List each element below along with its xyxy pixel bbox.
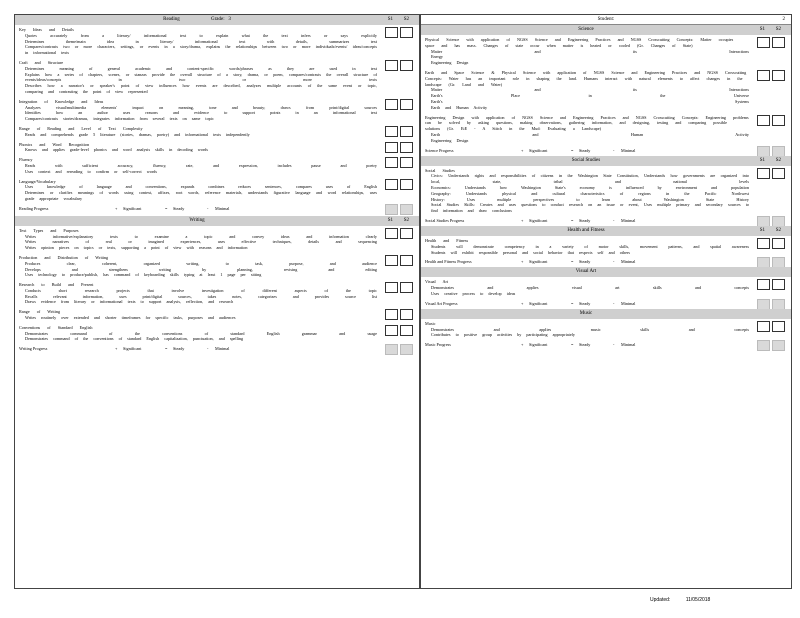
health-body: [421, 236, 791, 267]
s1-grade-box[interactable]: [385, 27, 398, 38]
section-heading: Language/Vocabulary: [19, 178, 56, 184]
progress-label: Health and Fitness Progress: [425, 259, 472, 265]
science-band: [421, 25, 791, 35]
progress-label: Science Progress: [425, 147, 454, 153]
standard-item: Conducts short research projects that involve investigation of different aspects of the topic: [25, 287, 377, 293]
s1-grade-box[interactable]: [385, 228, 398, 239]
s2-grade-box[interactable]: [772, 340, 785, 351]
s2-grade-box[interactable]: [400, 142, 413, 153]
standard-item: Uses knowledge of language and conventions, expands combines reduces sentences, compares uses of English: [25, 184, 377, 190]
standard-section: [15, 253, 419, 280]
writing-band: [15, 216, 419, 226]
standard-item: Earth and Human Activity: [431, 104, 488, 110]
writing-body: [15, 226, 419, 355]
s1-grade-box[interactable]: [385, 255, 398, 266]
grade-boxes: [385, 126, 413, 137]
reading-title: Reading: [163, 17, 180, 22]
s1-header: S1: [387, 217, 393, 223]
standard-item: Social Studies Skills: Creates and uses questions to conduct research on an issue or event, Uses multiple primary and secondary sources to find information and draw conclusions: [431, 202, 749, 214]
standard-item: Contributes to positive group activities by participating appropriately: [431, 332, 575, 338]
section-heading: Phonics and Word Recognition: [19, 141, 90, 147]
standard-item: Determines theme/main idea in literary/ informational text with details, summarizes text: [25, 38, 377, 44]
key-minimal: Minimal: [215, 205, 230, 211]
s2-grade-box[interactable]: [400, 179, 413, 190]
left-column: [14, 14, 420, 589]
standard-section: [15, 226, 419, 253]
standard-item: Draws evidence from literary or informational texts to support analysis, reflection, and research: [25, 299, 234, 305]
section-heading: Craft and Structure: [19, 59, 64, 65]
key-minimal: Minimal: [621, 259, 636, 265]
standard-item: Writes opinion pieces on topics or texts, supporting a point of view with reasons and information: [25, 245, 248, 251]
grade-boxes: [385, 204, 413, 215]
s2-grade-box[interactable]: [772, 37, 785, 48]
section-heading: Conventions of Standard English: [19, 324, 93, 330]
grade-boxes: [385, 344, 413, 355]
section-heading: Physical Science with application of NGSS Science and Engineering Practices and NGSS Crosscutting Concepts: Matter occupies space and has mass. Changes of state occur when matter is heated or cooled (Gr. Changes of State): [425, 37, 734, 48]
section-heading: Key Ideas and Details: [19, 27, 74, 32]
progress-row: [421, 216, 791, 226]
s1-grade-box[interactable]: [757, 168, 770, 179]
standard-item: Earth's Systems: [431, 98, 749, 104]
s2-grade-box[interactable]: [400, 228, 413, 239]
s2-grade-box[interactable]: [400, 309, 413, 320]
standard-item: Civics: Understands rights and responsibilities of citizens in the Washington State Constitution, Understands how governments are organized into local, state, tribal and national levels: [431, 173, 749, 185]
key-steady-symbol: =: [571, 259, 574, 265]
standard-section: [15, 155, 419, 176]
standard-item: Matter and its Interactions: [431, 87, 749, 93]
grade-boxes: [385, 325, 413, 336]
student-label: Student:: [597, 17, 615, 22]
key-steady: Steady: [173, 346, 185, 352]
social-band: [421, 156, 791, 166]
s2-grade-box[interactable]: [400, 27, 413, 38]
key-minus: -: [613, 300, 615, 306]
progress-label: Social Studies Progress: [425, 217, 465, 223]
key-steady-symbol: =: [571, 147, 574, 153]
progress-row: [421, 299, 791, 309]
s2-header: S2: [775, 157, 781, 163]
grade-boxes: [757, 279, 785, 290]
s1-grade-box[interactable]: [385, 179, 398, 190]
s2-grade-box[interactable]: [400, 60, 413, 71]
s1-grade-box[interactable]: [385, 325, 398, 336]
standard-section: [421, 113, 791, 146]
s1-header: S1: [387, 17, 393, 22]
key-significant: Significant: [529, 217, 548, 223]
right-column: [420, 14, 792, 589]
standard-item: Develops and strengthens writing by planning, revising and editing: [25, 266, 377, 272]
s2-grade-box[interactable]: [400, 99, 413, 110]
section-heading: Range of Reading and Level of Text Complexity: [19, 125, 143, 131]
standard-item: Produces clear, coherent, organized writing, to task, purpose, and audience: [25, 260, 377, 266]
reading-band: [15, 15, 419, 25]
standard-item: Uses creative process to develop ideas: [431, 290, 516, 296]
standard-section: [15, 58, 419, 97]
standard-section: [421, 35, 791, 68]
s2-grade-box[interactable]: [772, 70, 785, 81]
health-band: [421, 226, 791, 236]
key-significant: Significant: [123, 205, 142, 211]
progress-row: [15, 204, 419, 214]
key-minus: -: [613, 147, 615, 153]
standard-item: Economics: Understands how Washington State's economy is influenced by environment and population: [431, 184, 749, 190]
progress-label: Music Progress: [425, 342, 451, 348]
key-minus: -: [613, 259, 615, 265]
standard-section: [15, 323, 419, 344]
s1-grade-box[interactable]: [385, 282, 398, 293]
standard-item: Earth's Place in the Universe: [431, 93, 749, 99]
s2-grade-box[interactable]: [772, 115, 785, 126]
s1-header: S1: [759, 27, 765, 32]
standard-item: Uses context and rereading to confirm or self-correct words: [25, 168, 157, 174]
section-heading: Earth and Space Science & Physical Science with application of NGSS Science and Engineering Practices and NGSS Crosscutting Concepts: Water has an important role in shaping the land. Humans interact with natural elements to affect changes in the landscape (Gr. Land and Water): [425, 69, 747, 87]
section-heading: Music: [425, 320, 436, 326]
s2-grade-box[interactable]: [400, 126, 413, 137]
student-number: 2: [782, 17, 785, 22]
standard-item: Uses technology to produce/publish, has command of keyboarding skills typing at least 1 page per sitting: [25, 272, 262, 278]
s2-header: S2: [775, 27, 781, 32]
music-body: [421, 319, 791, 350]
key-minimal: Minimal: [621, 217, 636, 223]
writing-title: Writing: [189, 217, 205, 223]
grade-boxes: [385, 27, 413, 38]
standard-item: Energy: [431, 54, 444, 60]
s2-grade-box[interactable]: [772, 321, 785, 332]
s2-grade-box[interactable]: [400, 325, 413, 336]
s2-grade-box[interactable]: [400, 255, 413, 266]
s1-grade-box[interactable]: [757, 70, 770, 81]
s1-header: S1: [759, 157, 765, 163]
key-steady-symbol: =: [571, 217, 574, 223]
key-significant: Significant: [529, 342, 548, 348]
updated-label: Updated:: [650, 597, 671, 603]
s1-grade-box[interactable]: [385, 204, 398, 215]
s1-header: S1: [759, 227, 765, 233]
key-plus: +: [115, 346, 118, 352]
grade-boxes: [385, 228, 413, 239]
grade-boxes: [757, 321, 785, 332]
key-steady: Steady: [173, 205, 185, 211]
s2-grade-box[interactable]: [400, 204, 413, 215]
standard-item: Determines or clarifies meanings of words using context, affixes, root words, reference materials, understands figurative language and word relationships, uses grade appropriate vocabulary: [25, 190, 377, 201]
standard-section: [15, 177, 419, 204]
standard-item: Quotes accurately from a literary/ informational text to explain what the text infers or says explicitly: [25, 32, 377, 38]
visual-body: [421, 277, 791, 308]
key-steady: Steady: [579, 259, 591, 265]
s1-grade-box[interactable]: [757, 238, 770, 249]
progress-label: Reading Progress: [19, 205, 49, 211]
s1-grade-box[interactable]: [385, 126, 398, 137]
section-heading: Integration of Knowledge and Ideas: [19, 98, 104, 104]
key-steady-symbol: =: [165, 346, 168, 352]
key-minus: -: [207, 346, 209, 352]
standard-item: Determines meaning of general academic and content-specific words/phrases as they are used in text: [25, 65, 377, 71]
updated-stamp: [650, 597, 710, 603]
grade-boxes: [385, 60, 413, 71]
standard-section: [15, 280, 419, 307]
key-plus: +: [521, 342, 524, 348]
standard-section: [15, 124, 419, 140]
standard-item: Demonstrates and applies visual art skills and concepts: [431, 285, 749, 291]
s1-grade-box[interactable]: [385, 60, 398, 71]
progress-label: Visual Art Progress: [425, 300, 458, 306]
section-heading: Visual Art: [425, 279, 449, 285]
grade-boxes: [385, 255, 413, 266]
s1-grade-box[interactable]: [757, 279, 770, 290]
key-steady: Steady: [579, 147, 591, 153]
grade-boxes: [385, 142, 413, 153]
social-title: Social Studies: [571, 157, 601, 163]
key-steady-symbol: =: [571, 300, 574, 306]
social-body: [421, 166, 791, 226]
reading-body: [15, 25, 419, 214]
s2-header: S2: [775, 227, 781, 233]
section-heading: Production and Distribution of Writing: [19, 254, 109, 260]
grade-boxes: [757, 115, 785, 126]
standard-item: Writes informative/explanatory texts to examine a topic and convey ideas and information clearly: [25, 233, 377, 239]
standard-item: History: Uses multiple perspectives to learn about Washington State History: [431, 196, 749, 202]
key-plus: +: [521, 147, 524, 153]
science-title: Science: [578, 27, 594, 32]
progress-row: [15, 344, 419, 354]
standard-item: Demonstrates command of the conventions of standard English capitalization, punctuation, and spelling: [25, 336, 244, 342]
s2-grade-box[interactable]: [400, 282, 413, 293]
s2-grade-box[interactable]: [772, 238, 785, 249]
standard-item: Describes how a narrator's or speaker's point of view influences how events are described, analyzes multiple accounts of the same event or topic, comparing and contrasting the point of view represented: [25, 83, 377, 94]
updated-date: 11/05/2018: [685, 597, 711, 603]
standard-section: [421, 166, 791, 216]
s2-grade-box[interactable]: [772, 168, 785, 179]
standard-section: [421, 277, 791, 298]
progress-row: [421, 257, 791, 267]
s1-grade-box[interactable]: [385, 142, 398, 153]
standard-section: [15, 140, 419, 156]
s2-grade-box[interactable]: [772, 279, 785, 290]
standard-item: Reads with sufficient accuracy, fluency, rate, and expression, includes pause and poetry: [25, 162, 377, 168]
health-title: Health and Fitness: [567, 227, 605, 233]
standard-item: Recalls relevant information, uses print/digital sources, takes notes, categorizes and provides source list: [25, 293, 377, 299]
key-plus: +: [521, 259, 524, 265]
key-plus: +: [521, 217, 524, 223]
standard-item: Identifies how an author uses reasons and evidence to support points in an informational text: [25, 110, 377, 116]
standard-item: Writes routinely over extended and shorter timeframes for specific tasks, purposes and audiences: [25, 315, 236, 321]
music-title: Music: [579, 310, 593, 316]
student-row: [421, 15, 791, 25]
key-significant: Significant: [529, 259, 548, 265]
key-significant: Significant: [123, 346, 142, 352]
standard-item: Demonstrates and applies music skills and concepts: [431, 326, 749, 332]
standard-item: Engineering Design: [431, 60, 469, 66]
standard-item: Earth and Human Activity: [431, 131, 749, 137]
s2-grade-box[interactable]: [400, 344, 413, 355]
key-steady-symbol: =: [571, 342, 574, 348]
section-heading: Text Types and Purposes: [19, 227, 79, 233]
section-heading: Engineering Design with application of NGSS Science and Engineering Practices and NGSS Crosscutting Concepts: Engineering problems can be solved by asking questions, making observations, gathering information, and designing, testing and comparing possible solutions (Gr. EiE - A Stitch in the Mud: Evaluating a Landscape): [425, 114, 749, 132]
grade-boxes: [757, 238, 785, 249]
standard-item: Knows and applies grade-level phonics and word analysis skills in decoding words: [25, 147, 208, 153]
grade-label: Grade:: [211, 17, 225, 22]
visual-title: Visual Art: [575, 269, 597, 275]
visual-band: [421, 267, 791, 277]
standard-item: Compares/contrasts stories/dramas, integrates information from several texts on same topic: [25, 116, 214, 122]
standard-section: [421, 319, 791, 340]
s2-header: S2: [403, 217, 409, 223]
key-minus: -: [613, 342, 615, 348]
standard-item: Explains how a series of chapters, scenes, or stanzas provide the overall structure of a story, drama, or poem, compares/contrasts the overall structure of events/ideas/concepts in two or more texts: [25, 71, 377, 83]
s2-grade-box[interactable]: [400, 157, 413, 168]
grade-boxes: [385, 282, 413, 293]
standard-section: [421, 68, 791, 113]
grade-boxes: [385, 157, 413, 168]
standard-item: Demonstrates command of the conventions of standard English grammar and usage: [25, 330, 377, 336]
grade-boxes: [757, 37, 785, 48]
standard-section: [421, 236, 791, 257]
music-band: [421, 309, 791, 319]
standard-section: [15, 97, 419, 124]
standard-item: Reads and comprehends grade 5 literature (stories, dramas, poetry) and informational texts independently: [25, 131, 250, 137]
standard-item: Matter and its Interactions: [431, 48, 749, 54]
s1-grade-box[interactable]: [757, 37, 770, 48]
section-heading: Fluency: [19, 157, 33, 163]
progress-row: [421, 340, 791, 350]
section-heading: Social Studies: [425, 167, 455, 173]
science-body: [421, 35, 791, 156]
standard-section: [15, 25, 419, 58]
standard-item: Students will demonstrate competency in a variety of motor skills, movement patterns, and spatial awareness: [431, 243, 749, 249]
key-minus: -: [207, 205, 209, 211]
key-steady-symbol: =: [165, 205, 168, 211]
standard-item: Geography: Understands physical and cultural characteristics of regions in the Pacific Northwest: [431, 190, 749, 196]
grade-boxes: [757, 168, 785, 179]
key-steady: Steady: [579, 300, 591, 306]
section-heading: Health and Fitness: [425, 237, 469, 243]
grade-boxes: [757, 70, 785, 81]
grade-value: 3: [228, 17, 231, 22]
s1-grade-box[interactable]: [757, 115, 770, 126]
standard-item: Analyzes visual/multimedia elements' impact on meaning, tone and beauty; draws from print/digital sources: [25, 104, 377, 110]
key-significant: Significant: [529, 300, 548, 306]
s1-grade-box[interactable]: [385, 157, 398, 168]
standard-item: Writes narratives of real or imagined experiences, uses effective techniques, details and sequencing: [25, 239, 377, 245]
standard-item: Compares/contrasts two or more characters, settings, or events in a story/drama, explains the relationships between two or more individuals/events/ ideas/concepts in informational texts: [25, 44, 377, 56]
key-minus: -: [613, 217, 615, 223]
s2-header: S2: [403, 17, 409, 22]
key-plus: +: [115, 205, 118, 211]
standard-section: [15, 307, 419, 323]
key-significant: Significant: [529, 147, 548, 153]
key-minimal: Minimal: [215, 346, 230, 352]
grade-boxes: [757, 340, 785, 351]
key-steady: Steady: [579, 217, 591, 223]
key-plus: +: [521, 300, 524, 306]
section-heading: Range of Writing: [19, 309, 61, 315]
s1-grade-box[interactable]: [385, 99, 398, 110]
key-steady: Steady: [579, 342, 591, 348]
progress-label: Writing Progress: [19, 346, 48, 352]
section-heading: Research to Build and Present: [19, 282, 94, 288]
s1-grade-box[interactable]: [385, 309, 398, 320]
standard-item: Students will exhibit responsible personal and social behavior that respects self and others: [431, 249, 630, 255]
grade-boxes: [385, 309, 413, 320]
grade-boxes: [385, 179, 413, 190]
standard-item: Engineering Design: [431, 137, 469, 143]
grade-boxes: [385, 99, 413, 110]
key-minimal: Minimal: [621, 300, 636, 306]
s1-grade-box[interactable]: [757, 340, 770, 351]
key-minimal: Minimal: [621, 147, 636, 153]
key-minimal: Minimal: [621, 342, 636, 348]
s1-grade-box[interactable]: [385, 344, 398, 355]
s1-grade-box[interactable]: [757, 321, 770, 332]
progress-row: [421, 146, 791, 156]
